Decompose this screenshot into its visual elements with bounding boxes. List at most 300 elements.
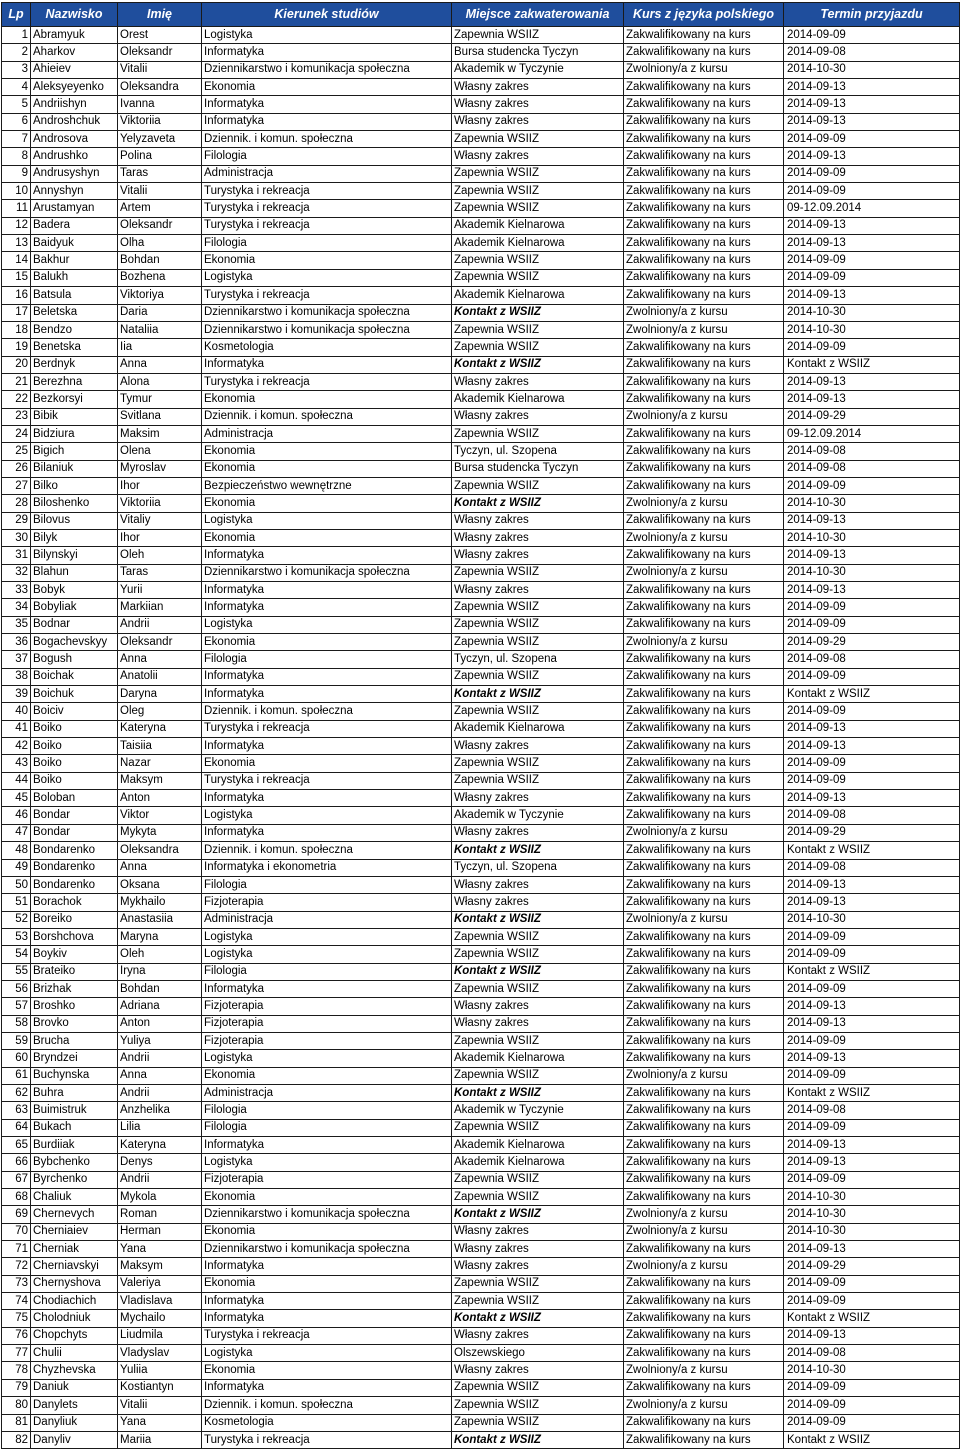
field-of-study-cell: Filologia [202,1119,452,1136]
field-of-study-cell: Logistyka [202,616,452,633]
language-course-cell: Zakwalifikowany na kurs [624,842,784,859]
first-name-cell: Mariia [118,1431,202,1448]
table-row [2,703,960,720]
surname-cell: Buchynska [31,1067,118,1084]
table-row [2,876,960,893]
first-name-cell: Ivanna [118,96,202,113]
language-course-cell: Zakwalifikowany na kurs [624,547,784,564]
accommodation-cell: Tyczyn, ul. Szopena [452,651,624,668]
lp-cell: 12 [2,217,31,234]
field-of-study-cell: Ekonomia [202,1223,452,1240]
language-course-cell: Zwolniony/a z kursu [624,529,784,546]
language-course-cell: Zwolniony/a z kursu [624,1397,784,1414]
accommodation-cell: Tyczyn, ul. Szopena [452,859,624,876]
lp-cell: 67 [2,1171,31,1188]
field-of-study-cell: Ekonomia [202,79,452,96]
lp-cell: 29 [2,512,31,529]
field-of-study-cell: Ekonomia [202,443,452,460]
field-of-study-cell: Ekonomia [202,252,452,269]
table-row [2,200,960,217]
accommodation-cell: Własny zakres [452,998,624,1015]
lp-cell: 24 [2,425,31,442]
arrival-date-cell: 2014-10-30 [784,911,960,928]
lp-cell: 39 [2,686,31,703]
first-name-cell: Myroslav [118,460,202,477]
field-of-study-cell: Logistyka [202,27,452,44]
first-name-cell: Herman [118,1223,202,1240]
field-of-study-cell: Informatyka [202,1310,452,1327]
accommodation-cell: Własny zakres [452,529,624,546]
first-name-cell: Anna [118,651,202,668]
language-course-cell: Zakwalifikowany na kurs [624,946,784,963]
first-name-cell: Anna [118,1067,202,1084]
accommodation-cell: Zapewnia WSIIZ [452,564,624,581]
first-name-cell: Mykhailo [118,894,202,911]
table-row [2,183,960,200]
table-row [2,1015,960,1032]
table-row [2,235,960,252]
language-course-cell: Zakwalifikowany na kurs [624,287,784,304]
language-course-cell: Zakwalifikowany na kurs [624,391,784,408]
accommodation-cell: Zapewnia WSIIZ [452,772,624,789]
surname-cell: Arustamyan [31,200,118,217]
table-row [2,391,960,408]
arrival-date-cell: 2014-09-08 [784,443,960,460]
arrival-date-cell: 2014-09-08 [784,807,960,824]
language-course-cell: Zwolniony/a z kursu [624,1223,784,1240]
accommodation-cell: Zapewnia WSIIZ [452,755,624,772]
accommodation-cell: Kontakt z WSIIZ [452,356,624,373]
lp-cell: 58 [2,1015,31,1032]
table-row [2,269,960,286]
first-name-cell: Yana [118,1414,202,1431]
language-course-cell: Zakwalifikowany na kurs [624,200,784,217]
language-course-cell: Zakwalifikowany na kurs [624,1015,784,1032]
arrival-date-cell: 2014-09-13 [784,1015,960,1032]
first-name-cell: Lilia [118,1119,202,1136]
table-row [2,1293,960,1310]
surname-cell: Buimistruk [31,1102,118,1119]
surname-cell: Daniuk [31,1379,118,1396]
table-row [2,720,960,737]
arrival-date-cell: 2014-09-09 [784,165,960,182]
arrival-date-cell: 2014-09-08 [784,651,960,668]
surname-cell: Cherniaiev [31,1223,118,1240]
surname-cell: Chodiachich [31,1293,118,1310]
accommodation-cell: Akademik Kielnarowa [452,391,624,408]
table-row [2,1084,960,1101]
students-table [1,2,960,1449]
arrival-date-cell: 2014-10-30 [784,564,960,581]
surname-cell: Danyliuk [31,1414,118,1431]
accommodation-cell: Zapewnia WSIIZ [452,27,624,44]
table-row [2,252,960,269]
accommodation-cell: Zapewnia WSIIZ [452,928,624,945]
lp-cell: 70 [2,1223,31,1240]
first-name-cell: Oksana [118,876,202,893]
language-course-cell: Zakwalifikowany na kurs [624,686,784,703]
language-course-cell: Zakwalifikowany na kurs [624,1241,784,1258]
arrival-date-cell: 2014-09-13 [784,738,960,755]
field-of-study-cell: Logistyka [202,1050,452,1067]
language-course-cell: Zakwalifikowany na kurs [624,339,784,356]
table-row [2,616,960,633]
accommodation-cell: Zapewnia WSIIZ [452,252,624,269]
language-course-cell: Zakwalifikowany na kurs [624,443,784,460]
lp-cell: 19 [2,339,31,356]
table-row [2,425,960,442]
field-of-study-cell: Filologia [202,963,452,980]
arrival-date-cell: 2014-09-08 [784,859,960,876]
table-row [2,1102,960,1119]
table-row [2,1032,960,1049]
first-name-cell: Polina [118,148,202,165]
first-name-cell: Oleksandra [118,842,202,859]
arrival-date-cell: 2014-09-13 [784,876,960,893]
table-row [2,61,960,78]
lp-cell: 43 [2,755,31,772]
surname-cell: Bidziura [31,425,118,442]
field-of-study-cell: Ekonomia [202,391,452,408]
language-course-cell: Zakwalifikowany na kurs [624,79,784,96]
surname-cell: Abramyuk [31,27,118,44]
field-of-study-cell: Informatyka [202,44,452,61]
arrival-date-cell: 2014-09-09 [784,1397,960,1414]
table-row [2,1327,960,1344]
arrival-date-cell: 2014-09-09 [784,946,960,963]
surname-cell: Boloban [31,790,118,807]
lp-cell: 20 [2,356,31,373]
accommodation-cell: Zapewnia WSIIZ [452,980,624,997]
accommodation-cell: Zapewnia WSIIZ [452,946,624,963]
language-course-cell: Zakwalifikowany na kurs [624,96,784,113]
first-name-cell: Alona [118,373,202,390]
accommodation-cell: Własny zakres [452,1362,624,1379]
lp-cell: 75 [2,1310,31,1327]
lp-cell: 49 [2,859,31,876]
arrival-date-cell: 2014-09-08 [784,1345,960,1362]
arrival-date-cell: Kontakt z WSIIZ [784,1310,960,1327]
table-row [2,582,960,599]
accommodation-cell: Własny zakres [452,96,624,113]
language-course-cell: Zakwalifikowany na kurs [624,235,784,252]
language-course-cell: Zakwalifikowany na kurs [624,1171,784,1188]
table-row [2,963,960,980]
table-row [2,928,960,945]
first-name-cell: Anatolii [118,668,202,685]
arrival-date-cell: 2014-09-13 [784,998,960,1015]
arrival-date-cell: 2014-09-09 [784,1414,960,1431]
table-row [2,443,960,460]
table-row [2,356,960,373]
language-course-cell: Zwolniony/a z kursu [624,304,784,321]
first-name-cell: Mykyta [118,824,202,841]
language-course-cell: Zwolniony/a z kursu [624,61,784,78]
accommodation-cell: Własny zakres [452,408,624,425]
language-course-cell: Zakwalifikowany na kurs [624,425,784,442]
surname-cell: Balukh [31,269,118,286]
arrival-date-cell: 2014-09-09 [784,252,960,269]
field-of-study-cell: Logistyka [202,807,452,824]
field-of-study-cell: Dziennikarstwo i komunikacja społeczna [202,1206,452,1223]
first-name-cell: Taras [118,564,202,581]
lp-cell: 65 [2,1137,31,1154]
language-course-cell: Zwolniony/a z kursu [624,824,784,841]
lp-cell: 7 [2,131,31,148]
first-name-cell: Ihor [118,477,202,494]
arrival-date-cell: 2014-09-13 [784,1050,960,1067]
surname-cell: Buhra [31,1084,118,1101]
lp-cell: 18 [2,321,31,338]
arrival-date-cell: 2014-09-13 [784,582,960,599]
field-of-study-cell: Informatyka [202,356,452,373]
accommodation-cell: Kontakt z WSIIZ [452,842,624,859]
first-name-cell: Oleh [118,946,202,963]
field-of-study-cell: Informatyka [202,980,452,997]
table-row [2,1154,960,1171]
first-name-cell: Vitalii [118,183,202,200]
table-row [2,96,960,113]
accommodation-cell: Akademik Kielnarowa [452,217,624,234]
surname-cell: Boiko [31,738,118,755]
language-course-cell: Zwolniony/a z kursu [624,1206,784,1223]
table-row [2,1050,960,1067]
surname-cell: Bondarenko [31,876,118,893]
field-of-study-cell: Informatyka i ekonometria [202,859,452,876]
arrival-date-cell: 2014-09-13 [784,1154,960,1171]
lp-cell: 76 [2,1327,31,1344]
arrival-date-cell: 2014-09-13 [784,235,960,252]
first-name-cell: Olena [118,443,202,460]
arrival-date-cell: 2014-09-13 [784,287,960,304]
table-row [2,859,960,876]
table-row [2,998,960,1015]
accommodation-cell: Zapewnia WSIIZ [452,668,624,685]
accommodation-cell: Własny zakres [452,1015,624,1032]
field-of-study-cell: Informatyka [202,1293,452,1310]
accommodation-cell: Akademik w Tyczynie [452,1102,624,1119]
accommodation-cell: Zapewnia WSIIZ [452,165,624,182]
language-course-cell: Zakwalifikowany na kurs [624,252,784,269]
field-of-study-cell: Administracja [202,165,452,182]
field-of-study-cell: Ekonomia [202,529,452,546]
table-row [2,547,960,564]
arrival-date-cell: 2014-09-08 [784,44,960,61]
accommodation-cell: Kontakt z WSIIZ [452,1084,624,1101]
first-name-cell: Anton [118,1015,202,1032]
lp-cell: 8 [2,148,31,165]
field-of-study-cell: Turystyka i rekreacja [202,287,452,304]
header-kurs: Kurs z języka polskiego [624,3,784,27]
surname-cell: Chaliuk [31,1189,118,1206]
lp-cell: 32 [2,564,31,581]
language-course-cell: Zakwalifikowany na kurs [624,998,784,1015]
surname-cell: Cherniavskyi [31,1258,118,1275]
first-name-cell: Svitlana [118,408,202,425]
surname-cell: Bondarenko [31,859,118,876]
surname-cell: Baidyuk [31,235,118,252]
lp-cell: 73 [2,1275,31,1292]
surname-cell: Andrushko [31,148,118,165]
field-of-study-cell: Kosmetologia [202,339,452,356]
lp-cell: 79 [2,1379,31,1396]
accommodation-cell: Własny zakres [452,1258,624,1275]
language-course-cell: Zakwalifikowany na kurs [624,512,784,529]
language-course-cell: Zakwalifikowany na kurs [624,720,784,737]
field-of-study-cell: Dziennikarstwo i komunikacja społeczna [202,564,452,581]
field-of-study-cell: Turystyka i rekreacja [202,1327,452,1344]
accommodation-cell: Kontakt z WSIIZ [452,963,624,980]
field-of-study-cell: Dziennik. i komun. społeczna [202,131,452,148]
surname-cell: Chernevych [31,1206,118,1223]
table-row [2,512,960,529]
surname-cell: Cholodniuk [31,1310,118,1327]
field-of-study-cell: Dziennik. i komun. społeczna [202,842,452,859]
arrival-date-cell: 2014-09-09 [784,477,960,494]
accommodation-cell: Akademik Kielnarowa [452,235,624,252]
table-row [2,1397,960,1414]
lp-cell: 46 [2,807,31,824]
lp-cell: 14 [2,252,31,269]
accommodation-cell: Akademik Kielnarowa [452,287,624,304]
table-row [2,1275,960,1292]
surname-cell: Broshko [31,998,118,1015]
accommodation-cell: Kontakt z WSIIZ [452,495,624,512]
accommodation-cell: Własny zakres [452,547,624,564]
first-name-cell: Daryna [118,686,202,703]
field-of-study-cell: Administracja [202,911,452,928]
first-name-cell: Iryna [118,963,202,980]
lp-cell: 36 [2,634,31,651]
accommodation-cell: Własny zakres [452,582,624,599]
arrival-date-cell: 2014-09-13 [784,1137,960,1154]
field-of-study-cell: Informatyka [202,113,452,130]
first-name-cell: Kateryna [118,1137,202,1154]
first-name-cell: Vitalii [118,1397,202,1414]
accommodation-cell: Bursa studencka Tyczyn [452,460,624,477]
header-imie: Imię [118,3,202,27]
field-of-study-cell: Fizjoterapia [202,1032,452,1049]
arrival-date-cell: 2014-09-29 [784,1258,960,1275]
arrival-date-cell: 2014-09-09 [784,27,960,44]
first-name-cell: Vladyslav [118,1345,202,1362]
field-of-study-cell: Filologia [202,876,452,893]
lp-cell: 11 [2,200,31,217]
table-row [2,304,960,321]
field-of-study-cell: Ekonomia [202,1189,452,1206]
language-course-cell: Zakwalifikowany na kurs [624,807,784,824]
arrival-date-cell: 2014-09-09 [784,703,960,720]
field-of-study-cell: Administracja [202,1084,452,1101]
lp-cell: 69 [2,1206,31,1223]
lp-cell: 3 [2,61,31,78]
accommodation-cell: Akademik w Tyczynie [452,61,624,78]
table-row [2,1310,960,1327]
arrival-date-cell: 2014-09-08 [784,460,960,477]
lp-cell: 37 [2,651,31,668]
language-course-cell: Zakwalifikowany na kurs [624,582,784,599]
lp-cell: 27 [2,477,31,494]
surname-cell: Bilyk [31,529,118,546]
surname-cell: Ahieiev [31,61,118,78]
surname-cell: Aharkov [31,44,118,61]
language-course-cell: Zakwalifikowany na kurs [624,963,784,980]
surname-cell: Chopchyts [31,1327,118,1344]
table-row [2,165,960,182]
table-row [2,738,960,755]
field-of-study-cell: Turystyka i rekreacja [202,1431,452,1448]
language-course-cell: Zakwalifikowany na kurs [624,217,784,234]
lp-cell: 44 [2,772,31,789]
first-name-cell: Oleh [118,547,202,564]
first-name-cell: Viktoriia [118,495,202,512]
table-row [2,894,960,911]
language-course-cell: Zakwalifikowany na kurs [624,1154,784,1171]
lp-cell: 15 [2,269,31,286]
field-of-study-cell: Fizjoterapia [202,998,452,1015]
table-row [2,651,960,668]
lp-cell: 4 [2,79,31,96]
header-nazwisko: Nazwisko [31,3,118,27]
language-course-cell: Zakwalifikowany na kurs [624,1379,784,1396]
field-of-study-cell: Informatyka [202,824,452,841]
table-body [2,27,960,1449]
language-course-cell: Zakwalifikowany na kurs [624,460,784,477]
table-row [2,217,960,234]
field-of-study-cell: Turystyka i rekreacja [202,772,452,789]
lp-cell: 2 [2,44,31,61]
language-course-cell: Zakwalifikowany na kurs [624,599,784,616]
lp-cell: 77 [2,1345,31,1362]
arrival-date-cell: 2014-09-09 [784,772,960,789]
accommodation-cell: Kontakt z WSIIZ [452,911,624,928]
lp-cell: 23 [2,408,31,425]
language-course-cell: Zakwalifikowany na kurs [624,44,784,61]
language-course-cell: Zwolniony/a z kursu [624,1067,784,1084]
table-row [2,1414,960,1431]
arrival-date-cell: 2014-09-09 [784,339,960,356]
surname-cell: Bogachevskyy [31,634,118,651]
first-name-cell: Nazar [118,755,202,772]
surname-cell: Annyshyn [31,183,118,200]
lp-cell: 28 [2,495,31,512]
surname-cell: Bukach [31,1119,118,1136]
table-row [2,1067,960,1084]
surname-cell: Danylets [31,1397,118,1414]
lp-cell: 31 [2,547,31,564]
first-name-cell: Yuliya [118,1032,202,1049]
first-name-cell: Viktoriya [118,287,202,304]
first-name-cell: Bohdan [118,252,202,269]
field-of-study-cell: Informatyka [202,547,452,564]
field-of-study-cell: Logistyka [202,946,452,963]
first-name-cell: Kateryna [118,720,202,737]
first-name-cell: Iia [118,339,202,356]
surname-cell: Androsova [31,131,118,148]
language-course-cell: Zakwalifikowany na kurs [624,928,784,945]
accommodation-cell: Zapewnia WSIIZ [452,1414,624,1431]
lp-cell: 6 [2,113,31,130]
field-of-study-cell: Administracja [202,425,452,442]
table-row [2,772,960,789]
arrival-date-cell: 2014-09-13 [784,79,960,96]
field-of-study-cell: Dziennik. i komun. społeczna [202,408,452,425]
language-course-cell: Zakwalifikowany na kurs [624,356,784,373]
language-course-cell: Zakwalifikowany na kurs [624,1431,784,1448]
accommodation-cell: Zapewnia WSIIZ [452,269,624,286]
field-of-study-cell: Fizjoterapia [202,894,452,911]
lp-cell: 38 [2,668,31,685]
